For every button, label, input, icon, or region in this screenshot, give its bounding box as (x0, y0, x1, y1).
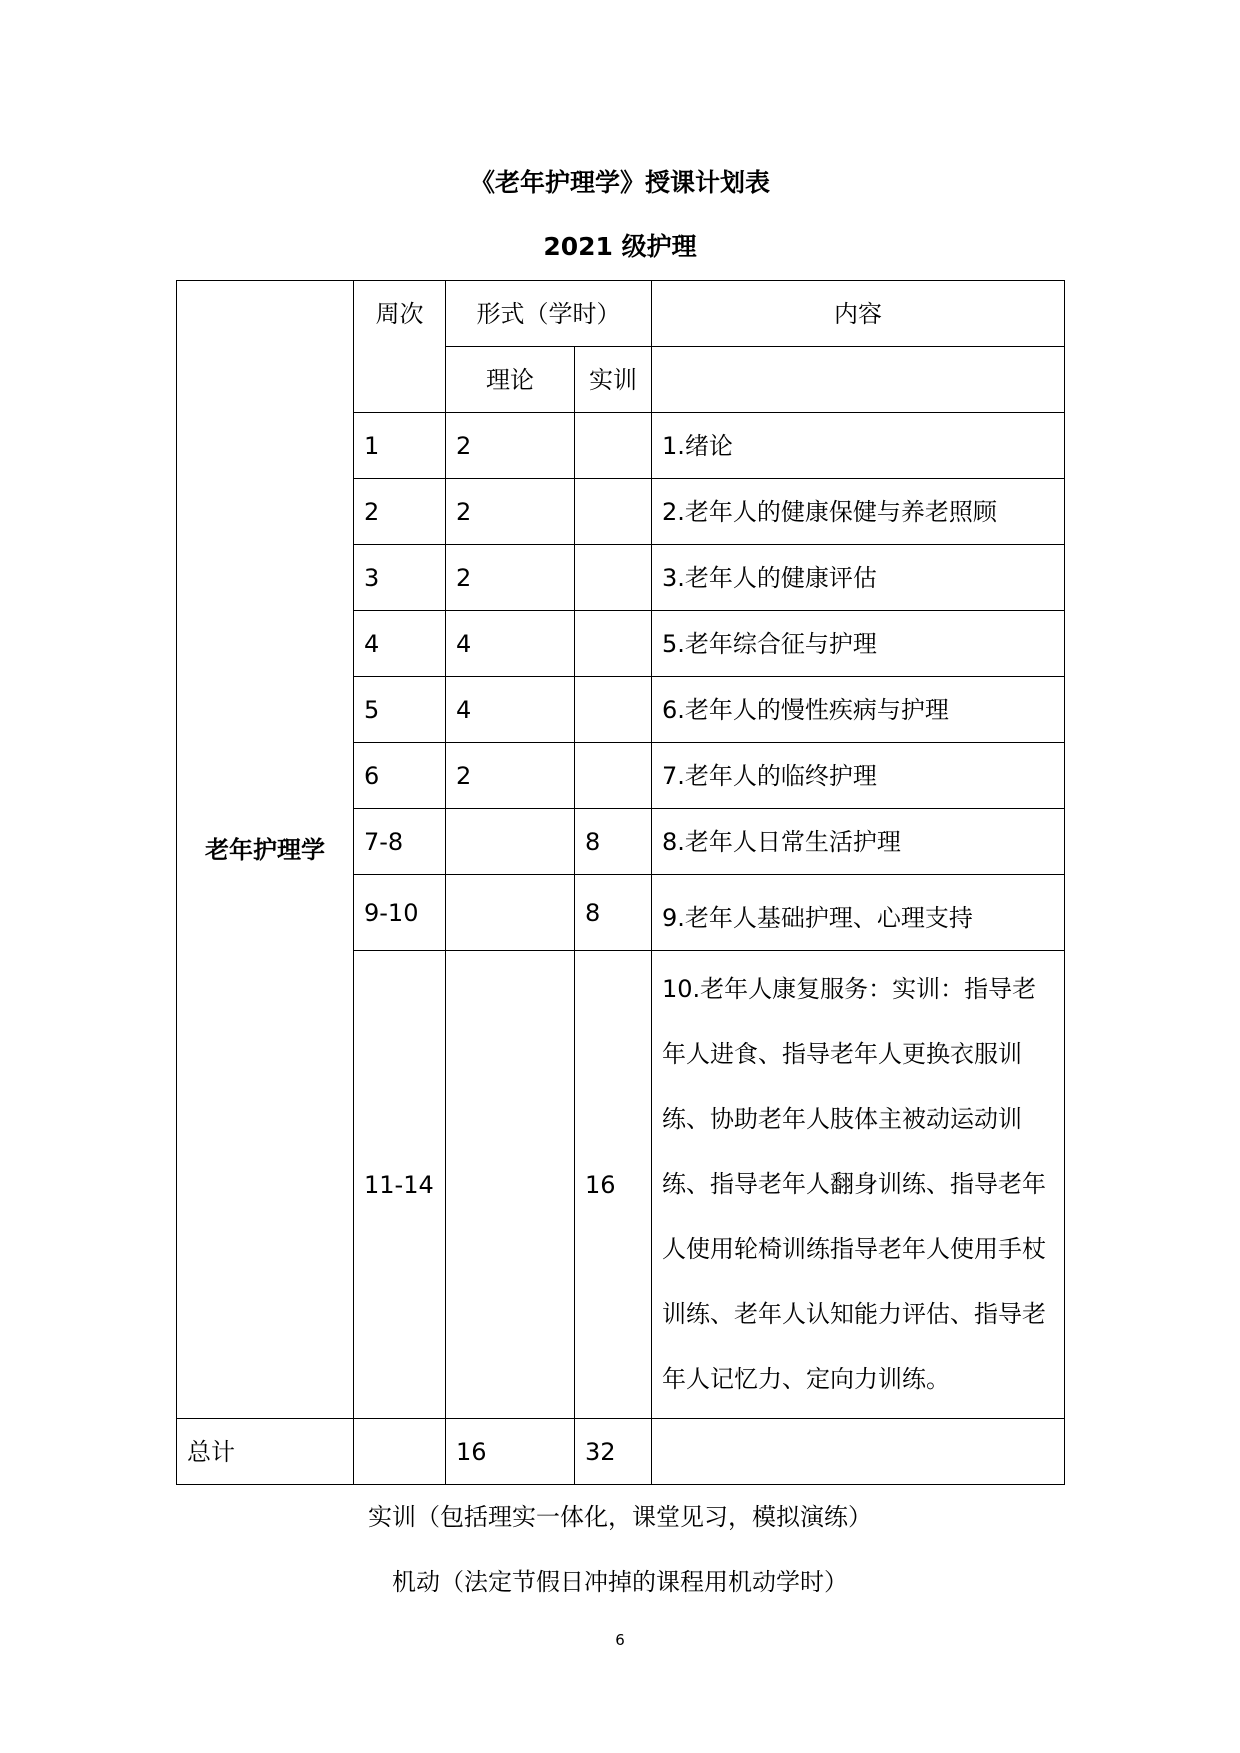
content-cell: 5.老年综合征与护理 (652, 611, 1065, 677)
practice-cell (575, 611, 652, 677)
theory-cell: 2 (446, 479, 575, 545)
note-flexible: 机动（法定节假日冲掉的课程用机动学时） (392, 1568, 848, 1596)
header-format: 形式（学时） (446, 281, 652, 347)
theory-cell: 2 (446, 545, 575, 611)
header-theory: 理论 (446, 347, 575, 413)
practice-cell (575, 743, 652, 809)
week-cell: 4 (354, 611, 446, 677)
content-cell: 1.绪论 (652, 413, 1065, 479)
content-cell: 8.老年人日常生活护理 (652, 809, 1065, 875)
course-name-cell: 老年护理学 (177, 281, 354, 1419)
total-content (652, 1419, 1065, 1485)
total-week (354, 1419, 446, 1485)
theory-cell: 2 (446, 413, 575, 479)
practice-cell: 8 (575, 809, 652, 875)
week-cell: 3 (354, 545, 446, 611)
note-practice: 实训（包括理实一体化，课堂见习，模拟演练） (368, 1503, 872, 1531)
total-label: 总计 (177, 1419, 354, 1485)
total-theory: 16 (446, 1419, 575, 1485)
practice-cell (575, 479, 652, 545)
total-practice: 32 (575, 1419, 652, 1485)
page-number: 6 (615, 1631, 625, 1649)
practice-cell: 16 (575, 951, 652, 1419)
theory-cell: 4 (446, 611, 575, 677)
content-cell: 7.老年人的临终护理 (652, 743, 1065, 809)
content-cell: 2.老年人的健康保健与养老照顾 (652, 479, 1065, 545)
theory-cell (446, 875, 575, 951)
total-row (177, 1419, 1065, 1485)
week-cell: 6 (354, 743, 446, 809)
header-row (177, 281, 1065, 347)
week-cell: 7-8 (354, 809, 446, 875)
practice-cell (575, 545, 652, 611)
document-subtitle: 2021 级护理 (543, 232, 697, 261)
theory-cell (446, 809, 575, 875)
content-cell: 3.老年人的健康评估 (652, 545, 1065, 611)
teaching-plan-table (176, 280, 1065, 1485)
week-cell: 1 (354, 413, 446, 479)
week-cell: 5 (354, 677, 446, 743)
week-cell: 11-14 (354, 951, 446, 1419)
content-cell-long: 10.老年人康复服务：实训：指导老年人进食、指导老年人更换衣服训练、协助老年人肢体主被动运动训练、指导老年人翻身训练、指导老年人使用轮椅训练指导老年人使用手杖训练、老年人认知能力评估、指导老年人记忆力、定向力训练。 (652, 951, 1065, 1419)
content-cell: 9.老年人基础护理、心理支持 (652, 875, 1065, 951)
theory-cell (446, 951, 575, 1419)
header-week: 周次 (354, 281, 446, 413)
week-cell: 9-10 (354, 875, 446, 951)
practice-cell (575, 413, 652, 479)
header-practice: 实训 (575, 347, 652, 413)
content-cell: 6.老年人的慢性疾病与护理 (652, 677, 1065, 743)
theory-cell: 2 (446, 743, 575, 809)
week-cell: 2 (354, 479, 446, 545)
practice-cell: 8 (575, 875, 652, 951)
practice-cell (575, 677, 652, 743)
header-content-blank (652, 347, 1065, 413)
document-title: 《老年护理学》授课计划表 (469, 168, 770, 197)
header-content: 内容 (652, 281, 1065, 347)
theory-cell: 4 (446, 677, 575, 743)
